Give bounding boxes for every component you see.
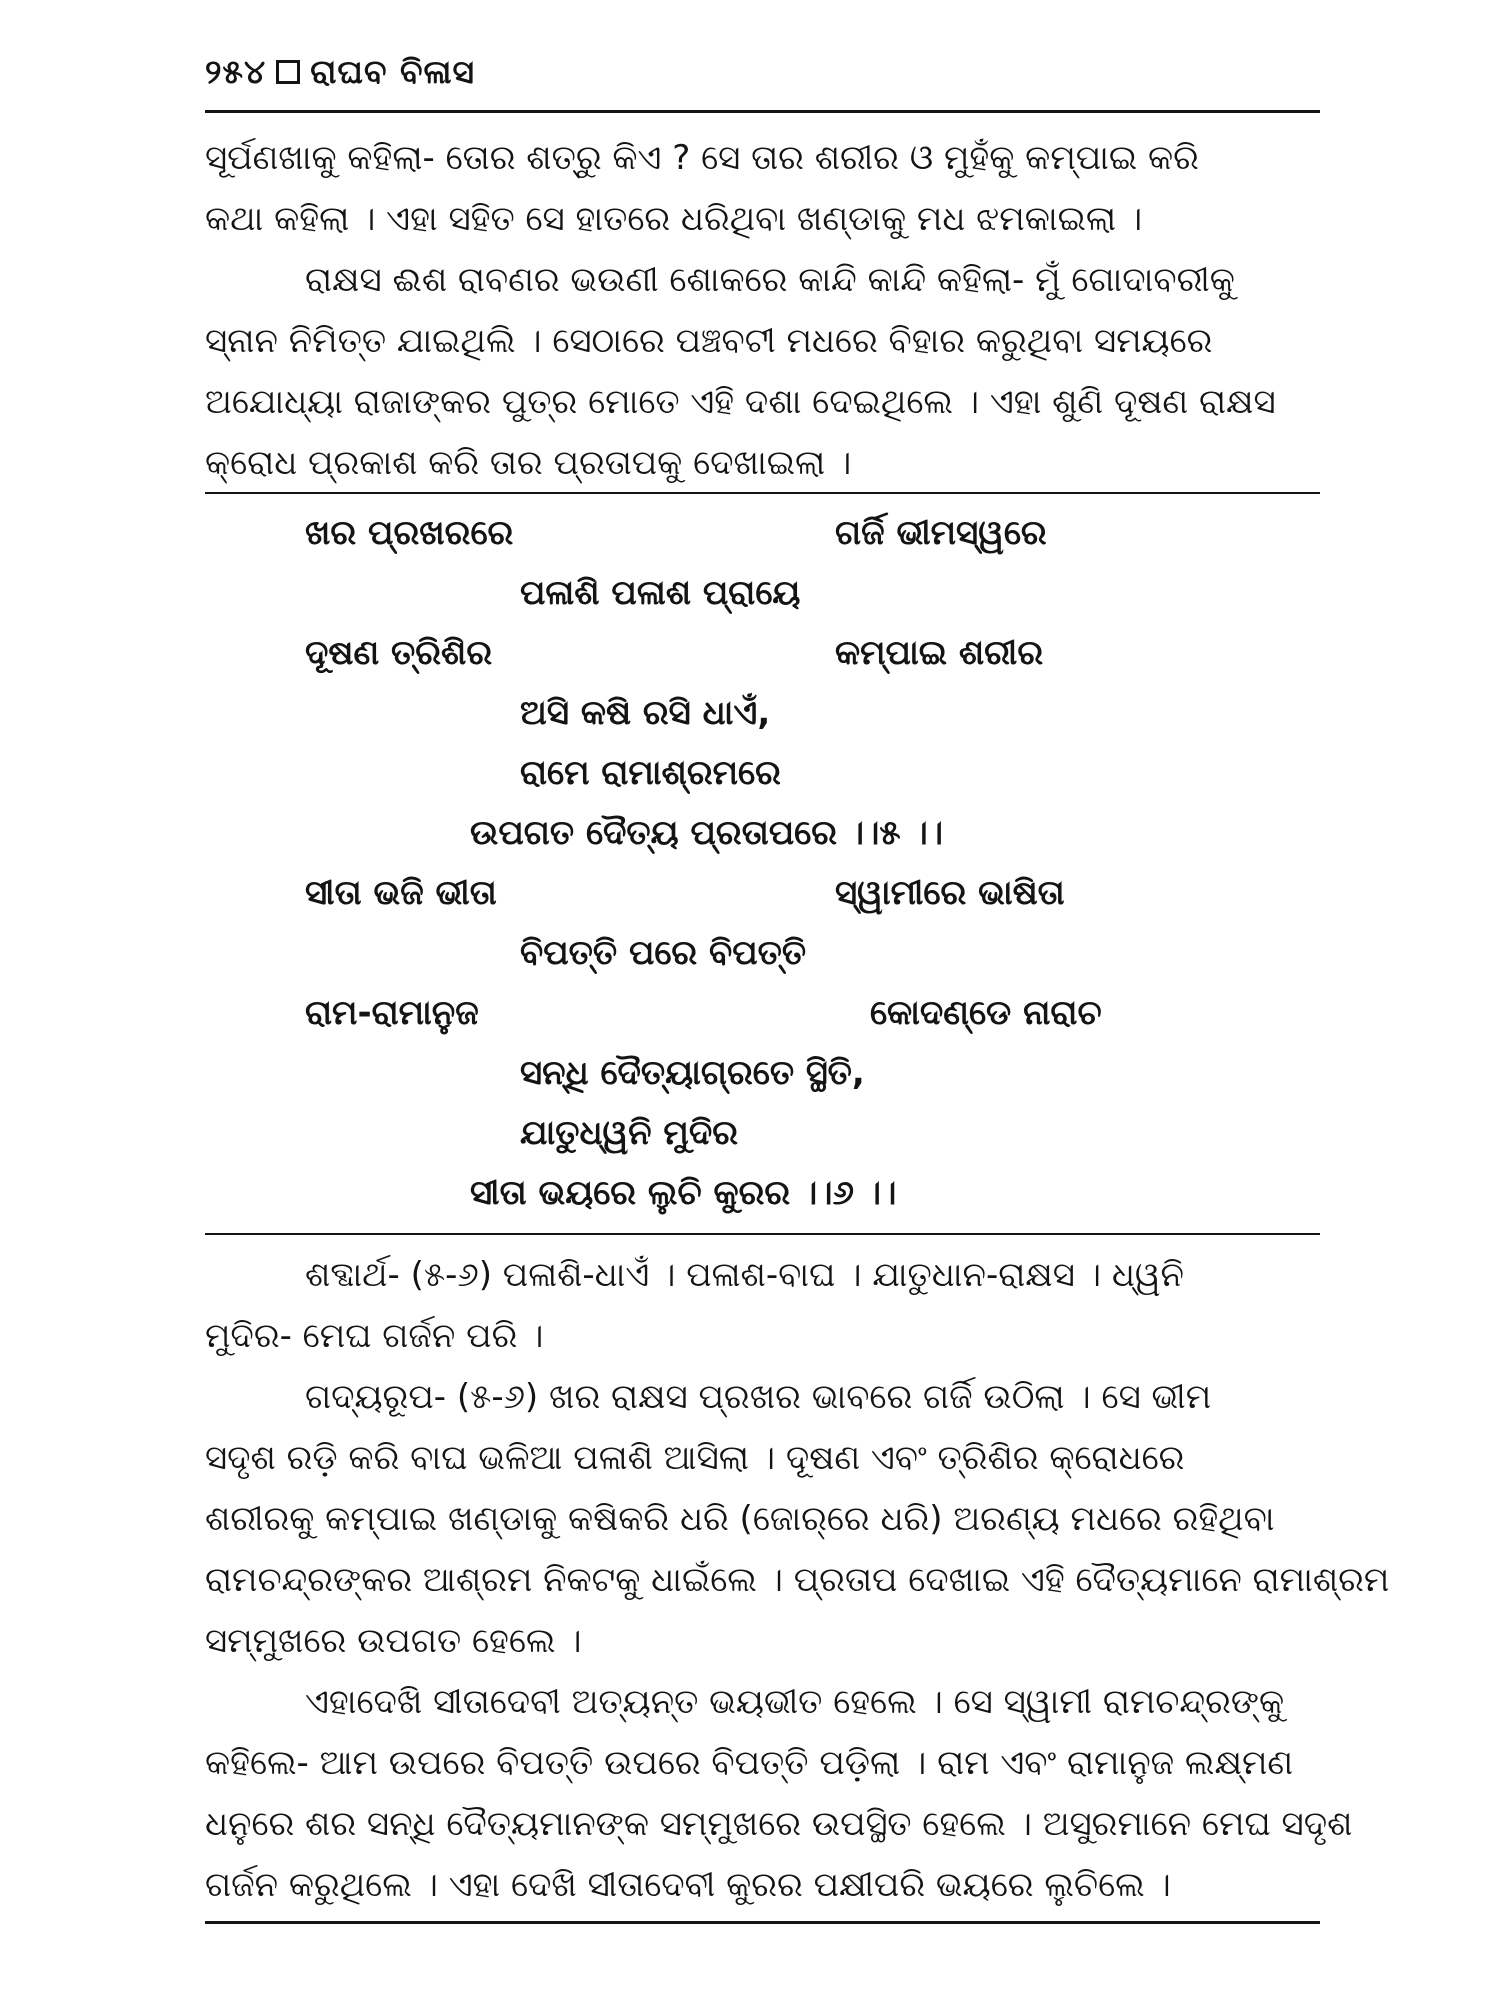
verse-line: ଉପଗତ ଦୈତ୍ୟ ପ୍ରତାପରେ ।।୫ ।। xyxy=(470,813,944,853)
verse-line: ରାମ-ରାମାନୁଜ xyxy=(305,993,479,1033)
verse-line: ରାମେ ରାମାଶ୍ରମରେ xyxy=(520,753,781,793)
text-line: ସମ୍ମୁଖରେ ଉପଗତ ହେଲେ । xyxy=(205,1621,582,1661)
verse-line: ବିପତ୍ତି ପରେ ବିପତ୍ତି xyxy=(520,933,807,973)
text-line: ସୂର୍ପଣଖାକୁ କହିଲା- ତୋର ଶତ୍ରୁ କିଏ ? ସେ ତାର ଶରୀର ଓ ମୁହଁକୁ କମ୍ପାଇ କରି xyxy=(205,138,1199,178)
square-separator-icon xyxy=(276,60,300,84)
prose-paragraph xyxy=(205,1672,1353,1916)
verse-line: କୋଦଣ୍ଡେ ନାରାଚ xyxy=(870,993,1102,1033)
page-header xyxy=(205,52,475,92)
text-line: ଗଦ୍ୟରୂପ- (୫-୬) ଖର ରାକ୍ଷସ ପ୍ରଖର ଭାବରେ ଗର୍ଜି ଉଠିଲା । ସେ ଭୀମ xyxy=(305,1377,1212,1417)
verse-line: ଯାତୁଧ୍ୱନି ମୁଦିର xyxy=(520,1113,739,1153)
page-number: ୨୫୪ xyxy=(205,52,267,91)
verse-line: କମ୍ପାଇ ଶରୀର xyxy=(835,633,1044,673)
text-line: ରାକ୍ଷସ ଈଶ ରାବଣର ଭଉଣୀ ଶୋକରେ କାନ୍ଦି କାନ୍ଦି କହିଲା- ମୁଁ ଗୋଦାବରୀକୁ xyxy=(305,260,1235,300)
verse-line: ଦୂଷଣ ତ୍ରିଶିର xyxy=(305,633,493,673)
verse-line: ଖର ପ୍ରଖରରେ xyxy=(305,513,514,553)
text-line: ଏହାଦେଖି ସୀତାଦେବୀ ଅତ୍ୟନ୍ତ ଭୟଭୀତ ହେଲେ । ସେ ସ୍ୱାମୀ ରାମଚନ୍ଦ୍ରଙ୍କୁ xyxy=(305,1682,1285,1722)
word-meaning xyxy=(205,1245,1320,1367)
text-line: ଗର୍ଜନ କରୁଥିଲେ । ଏହା ଦେଖି ସୀତାଦେବୀ କୁରର ପକ୍ଷୀପରି ଭୟରେ ଲୁଚିଲେ । xyxy=(205,1865,1171,1905)
text-line: ଶବ୍ଦାର୍ଥ- (୫-୬) ପଳାଶି-ଧାଏଁ । ପଳାଶ-ବାଘ । ଯାତୁଧାନ-ରାକ୍ଷସ । ଧ୍ୱନି xyxy=(305,1255,1184,1295)
text-line: କଥା କହିଲା । ଏହା ସହିତ ସେ ହାତରେ ଧରିଥିବା ଖଣ୍ଡାକୁ ମଧ ଝମକାଇଲା । xyxy=(205,199,1143,239)
verse-line: ସୀତା ଭୟରେ ଲୁଚି କୁରର ।।୬ ।। xyxy=(470,1173,897,1213)
text-line: ସଦୃଶ ରଡ଼ି କରି ବାଘ ଭଳିଆ ପଳାଶି ଆସିଲା । ଦୂଷଣ ଏବଂ ତ୍ରିଶିର କ୍ରୋଧରେ xyxy=(205,1438,1185,1478)
text-line: ଅଯୋଧ୍ୟା ରାଜାଙ୍କର ପୁତ୍ର ମୋତେ ଏହି ଦଶା ଦେଇଥିଲେ । ଏହା ଶୁଣି ଦୂଷଣ ରାକ୍ଷସ xyxy=(205,382,1276,422)
text-line: ମୁଦିର- ମେଘ ଗର୍ଜନ ପରି । xyxy=(205,1316,544,1356)
verse-line: ସୀତା ଭଜି ଭୀତା xyxy=(305,873,497,913)
text-line: ଶରୀରକୁ କମ୍ପାଇ ଖଣ୍ଡାକୁ କଷିକରି ଧରି (ଜୋର୍‌ରେ ଧରି) ଅରଣ୍ୟ ମଧରେ ରହିଥିବା xyxy=(205,1499,1275,1539)
verse-line: ସ୍ୱାମୀରେ ଭାଷିତା xyxy=(835,873,1065,913)
text-line: ସ୍ନାନ ନିମିତ୍ତ ଯାଇଥିଲି । ସେଠାରେ ପଞ୍ଚବଟୀ ମଧରେ ବିହାର କରୁଥିବା ସମୟରେ xyxy=(205,321,1213,361)
text-line: ଧନୁରେ ଶର ସନ୍ଧି ଦୈତ୍ୟମାନଙ୍କ ସମ୍ମୁଖରେ ଉପସ୍ଥିତ ହେଲେ । ଅସୁରମାନେ ମେଘ ସଦୃଶ xyxy=(205,1804,1353,1844)
book-title: ରାଘବ ବିଳାସ xyxy=(310,52,476,91)
verse-bottom-rule xyxy=(205,1233,1320,1235)
verse-line: ଅସି କଷି ରସି ଧାଏଁ, xyxy=(520,693,771,733)
footer-rule xyxy=(205,1921,1320,1924)
prose-paragraph xyxy=(205,1367,1390,1672)
verse-line: ସନ୍ଧି ଦୈତ୍ୟାଗ୍ରତେ ସ୍ଥିତି, xyxy=(520,1053,865,1093)
header-rule xyxy=(205,110,1320,113)
verse-line: ପଳାଶି ପଳାଶ ପ୍ରାୟେ xyxy=(520,573,801,613)
text-line: ରାମଚନ୍ଦ୍ରଙ୍କର ଆଶ୍ରମ ନିକଟକୁ ଧାଇଁଲେ । ପ୍ରତାପ ଦେଖାଇ ଏହି ଦୈତ୍ୟମାନେ ରାମାଶ୍ରମ xyxy=(205,1560,1390,1600)
verse-top-rule xyxy=(205,492,1320,494)
intro-paragraph xyxy=(205,128,1320,494)
verse-line: ଗର୍ଜି ଭୀମସ୍ୱରେ xyxy=(835,513,1047,553)
text-line: କହିଲେ- ଆମ ଉପରେ ବିପତ୍ତି ଉପରେ ବିପତ୍ତି ପଡ଼ିଲା । ରାମ ଏବଂ ରାମାନୁଜ ଲକ୍ଷ୍ମଣ xyxy=(205,1743,1294,1783)
text-line: କ୍ରୋଧ ପ୍ରକାଶ କରି ତାର ପ୍ରତାପକୁ ଦେଖାଇଲା । xyxy=(205,443,852,483)
